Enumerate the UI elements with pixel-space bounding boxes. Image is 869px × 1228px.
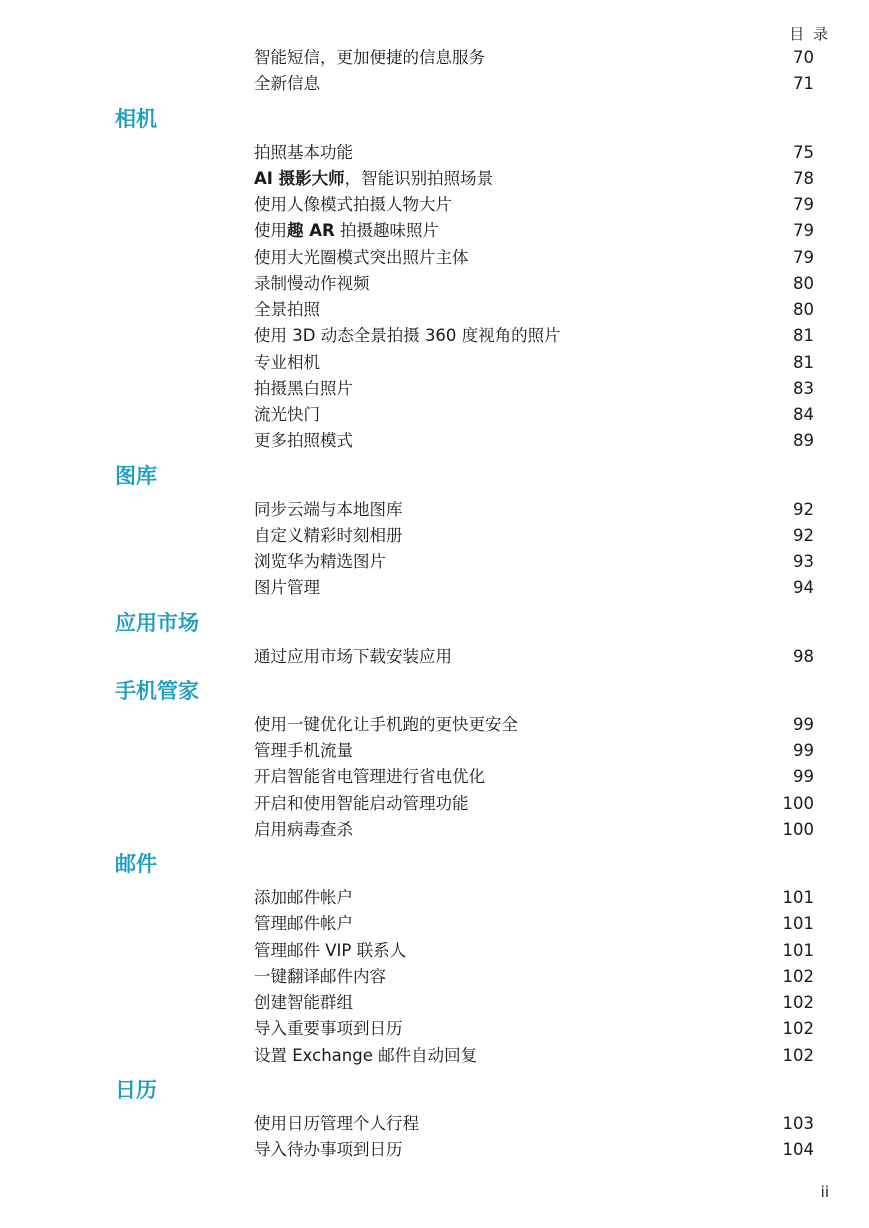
toc-entry-title[interactable]: 更多拍照模式: [254, 431, 353, 451]
toc-section-heading[interactable]: 手机管家: [115, 678, 199, 703]
toc-entry[interactable]: [0, 644, 869, 670]
toc-entry-page-number: 92: [793, 499, 814, 519]
toc-entry-page-number: 78: [793, 168, 814, 188]
toc-entry[interactable]: [0, 45, 869, 71]
toc-entry-page-number: 102: [782, 966, 814, 986]
toc-entry-page-number: 80: [793, 273, 814, 293]
toc-entry-page-number: 102: [782, 993, 814, 1012]
toc-entry[interactable]: [0, 71, 869, 97]
toc-entry[interactable]: [0, 885, 869, 911]
toc-entry-title[interactable]: 全景拍照: [254, 300, 320, 319]
toc-entry-title[interactable]: 浏览华为精选图片: [254, 552, 386, 571]
toc-entry-title[interactable]: 添加邮件帐户: [254, 888, 353, 907]
toc-entry-title-text: ，智能识别拍照场景: [344, 168, 494, 188]
page-number: ii: [820, 1183, 829, 1201]
toc-header-label: 目 录: [789, 25, 830, 43]
toc-entry-page-number: 99: [793, 741, 814, 760]
toc-entry-title[interactable]: 流光快门: [254, 405, 320, 424]
toc-entry-page-number: 80: [793, 300, 814, 319]
toc-entry-title[interactable]: [254, 218, 439, 244]
toc-entry[interactable]: [0, 376, 869, 402]
toc-entry-title[interactable]: 管理手机流量: [254, 741, 353, 760]
toc-entry-title[interactable]: 创建智能群组: [254, 993, 353, 1012]
toc-entry[interactable]: [0, 192, 869, 218]
toc-entry-title[interactable]: 录制慢动作视频: [254, 273, 370, 293]
toc-entry[interactable]: [0, 271, 869, 297]
toc-entry[interactable]: [0, 938, 869, 964]
toc-section-heading[interactable]: 日历: [115, 1077, 157, 1102]
toc-entry[interactable]: [0, 964, 869, 990]
toc-section-heading[interactable]: 相机: [115, 106, 157, 131]
toc-entry-page-number: 75: [793, 142, 814, 162]
toc-entry-page-number: 79: [793, 221, 814, 241]
toc-entry[interactable]: [0, 323, 869, 349]
toc-entry-title[interactable]: 导入重要事项到日历: [254, 1019, 403, 1039]
toc-entry-title[interactable]: 导入待办事项到日历: [254, 1140, 403, 1159]
toc-entry-title-bold: AI 摄影大师: [254, 168, 345, 188]
toc-entry-title[interactable]: 使用大光圈模式突出照片主体: [254, 247, 469, 267]
toc-entry-page-number: 99: [793, 767, 814, 787]
toc-entry-page-number: 71: [793, 74, 814, 94]
toc-entry-page-number: 94: [793, 578, 814, 598]
toc-entry-title[interactable]: 自定义精彩时刻相册: [254, 525, 403, 545]
toc-entry[interactable]: [0, 817, 869, 843]
toc-entry-page-number: 101: [782, 940, 814, 960]
toc-entry-title-prefix: 使用: [254, 221, 287, 241]
toc-entry-page-number: 70: [793, 48, 814, 67]
toc-entry[interactable]: [0, 911, 869, 937]
toc-section-heading[interactable]: 图库: [115, 463, 157, 488]
toc-entry-title[interactable]: 通过应用市场下载安装应用: [254, 646, 452, 666]
toc-entry-page-number: 98: [793, 646, 814, 666]
toc-entry-page-number: 103: [782, 1113, 814, 1133]
toc-entry[interactable]: [0, 297, 869, 323]
toc-entry[interactable]: [0, 350, 869, 376]
toc-entry-page-number: 81: [793, 326, 814, 346]
toc-entry-title[interactable]: 开启智能省电管理进行省电优化: [254, 767, 485, 787]
toc-entry-page-number: 101: [782, 888, 814, 907]
toc-entry[interactable]: [0, 738, 869, 764]
toc-entry[interactable]: [0, 549, 869, 575]
toc-entry-page-number: 84: [793, 405, 814, 424]
toc-entry[interactable]: [0, 140, 869, 166]
toc-entry-title[interactable]: 启用病毒查杀: [254, 819, 353, 839]
toc-entry-title[interactable]: 拍照基本功能: [254, 142, 353, 162]
toc-entry-title[interactable]: 专业相机: [254, 352, 320, 372]
toc-entry-page-number: 104: [782, 1140, 814, 1159]
toc-entry[interactable]: [0, 245, 869, 271]
toc-entry-page-number: 102: [782, 1019, 814, 1039]
toc-entry-title[interactable]: 拍摄黑白照片: [254, 378, 353, 398]
toc-section-heading[interactable]: 邮件: [115, 852, 157, 876]
toc-entry[interactable]: [0, 1111, 869, 1137]
toc-entry[interactable]: [0, 764, 869, 790]
toc-entry[interactable]: [0, 1137, 869, 1163]
toc-entry-page-number: 101: [782, 914, 814, 934]
table-of-contents: [0, 45, 869, 1163]
toc-entry-page-number: 83: [793, 378, 814, 398]
toc-entry-title[interactable]: 同步云端与本地图库: [254, 499, 403, 519]
toc-entry-title[interactable]: 使用日历管理个人行程: [254, 1113, 419, 1133]
toc-entry-title-text: 拍摄趣味照片: [334, 221, 439, 241]
toc-entry-page-number: 102: [782, 1045, 814, 1065]
toc-entry[interactable]: [0, 1016, 869, 1042]
toc-entry[interactable]: [0, 523, 869, 549]
toc-entry-title[interactable]: 全新信息: [254, 74, 320, 94]
toc-entry-page-number: 92: [793, 525, 814, 545]
toc-entry-title-bold: 趣 AR: [287, 221, 335, 241]
toc-entry-title[interactable]: [254, 166, 493, 192]
toc-entry[interactable]: [0, 497, 869, 523]
toc-entry-page-number: 99: [793, 714, 814, 734]
toc-entry-title[interactable]: 开启和使用智能启动管理功能: [254, 793, 469, 813]
toc-entry-page-number: 93: [793, 552, 814, 571]
toc-entry-title[interactable]: 智能短信，更加便捷的信息服务: [254, 48, 485, 67]
toc-entry-title[interactable]: 管理邮件帐户: [254, 914, 353, 934]
toc-entry[interactable]: [0, 712, 869, 738]
toc-entry[interactable]: [0, 575, 869, 601]
toc-entry-title[interactable]: 图片管理: [254, 578, 320, 598]
toc-entry[interactable]: [0, 218, 869, 244]
toc-entry-title[interactable]: 使用人像模式拍摄人物大片: [254, 195, 452, 214]
toc-entry[interactable]: [0, 791, 869, 817]
toc-section-heading[interactable]: 应用市场: [115, 610, 199, 635]
toc-entry-page-number: 100: [782, 793, 814, 813]
toc-entry-page-number: 79: [793, 247, 814, 267]
toc-entry-title[interactable]: 一键翻译邮件内容: [254, 966, 386, 986]
toc-entry[interactable]: [0, 428, 869, 454]
toc-entry-page-number: 81: [793, 352, 814, 372]
toc-entry-page-number: 100: [782, 819, 814, 839]
toc-entry-page-number: 89: [793, 431, 814, 451]
toc-entry-title[interactable]: 使用 3D 动态全景拍摄 360 度视角的照片: [254, 326, 561, 346]
toc-entry[interactable]: [0, 402, 869, 428]
toc-entry-page-number: 79: [793, 195, 814, 214]
toc-entry[interactable]: [0, 1043, 869, 1069]
toc-entry-title[interactable]: 管理邮件 VIP 联系人: [254, 940, 407, 960]
toc-entry[interactable]: [0, 166, 869, 192]
toc-entry-title[interactable]: 使用一键优化让手机跑的更快更安全: [254, 714, 518, 734]
toc-entry-title[interactable]: 设置 Exchange 邮件自动回复: [254, 1045, 478, 1065]
toc-entry[interactable]: [0, 990, 869, 1016]
